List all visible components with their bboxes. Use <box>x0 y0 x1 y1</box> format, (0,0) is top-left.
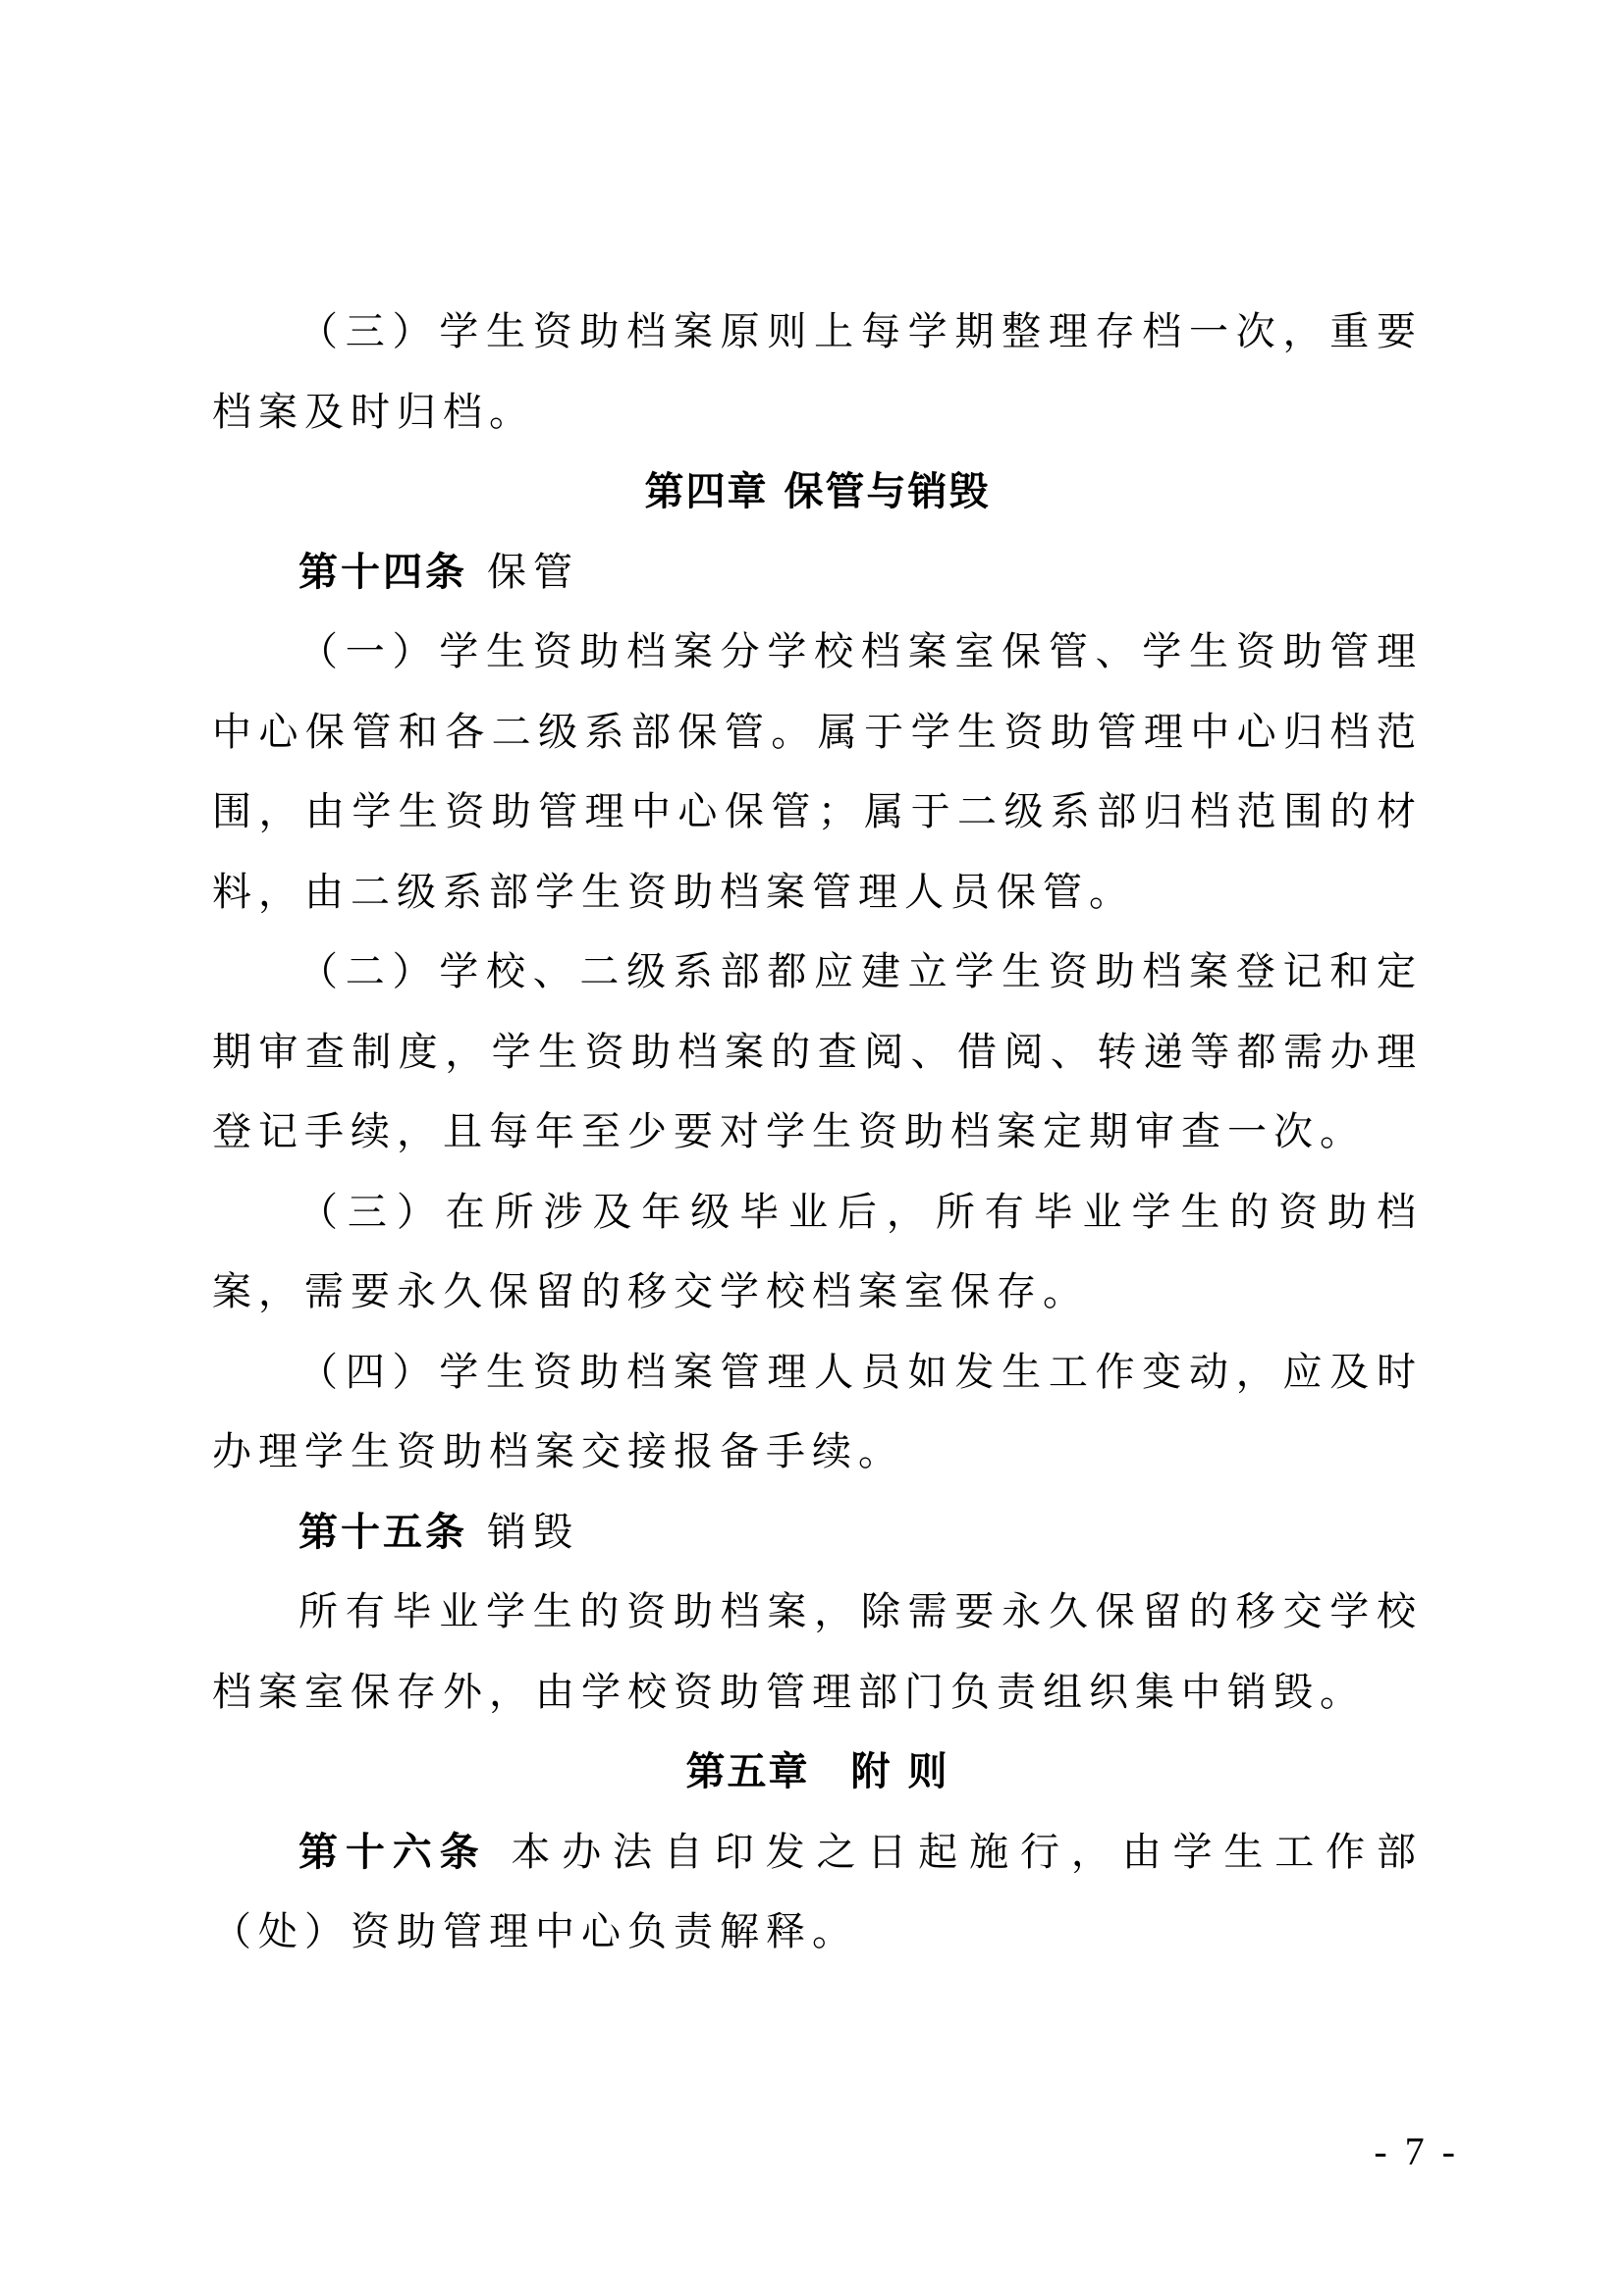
document-body <box>212 293 1423 1973</box>
paragraph-destruction: 所有毕业学生的资助档案，除需要永久保留的移交学校档案室保存外，由学校资助管理部门负责组织集中销毁。 <box>212 1589 1423 1715</box>
article-15-title: 销毁 <box>487 1509 579 1555</box>
chapter-5-heading: 第五章 附 则 <box>685 1749 949 1794</box>
article-14-number: 第十四条 <box>298 549 467 595</box>
article-14-title: 保管 <box>487 549 579 595</box>
article-16-text: 本办法自印发之日起施行，由学生工作部（处）资助管理中心负责解释。 <box>212 1829 1424 1954</box>
article-15-heading <box>212 1493 1423 1574</box>
paragraph-graduation-transfer: （三）在所涉及年级毕业后，所有毕业学生的资助档案，需要永久保留的移交学校档案室保存。 <box>212 1189 1423 1314</box>
article-16-paragraph <box>212 1813 1423 1973</box>
page-number: - 7 - <box>1374 2129 1459 2173</box>
paragraph-registration-review: （二）学校、二级系部都应建立学生资助档案登记和定期审查制度，学生资助档案的查阅、借阅、转递等都需办理登记手续，且每年至少要对学生资助档案定期审查一次。 <box>212 949 1423 1154</box>
paragraph-staff-handover: （四）学生资助档案管理人员如发生工作变动，应及时办理学生资助档案交接报备手续。 <box>212 1349 1423 1474</box>
article-16-number: 第十六条 <box>298 1829 487 1875</box>
paragraph-storage-locations: （一）学生资助档案分学校档案室保管、学生资助管理中心保管和各二级系部保管。属于学生资助管理中心归档范围，由学生资助管理中心保管；属于二级系部归档范围的材料，由二级系部学生资助档案管理人员保管。 <box>212 629 1423 915</box>
chapter-4-heading: 第四章 保管与销毁 <box>644 469 991 514</box>
article-15-number: 第十五条 <box>298 1509 467 1555</box>
paragraph-archive-timing: （三）学生资助档案原则上每学期整理存档一次，重要档案及时归档。 <box>212 309 1423 435</box>
article-14-heading <box>212 533 1423 614</box>
